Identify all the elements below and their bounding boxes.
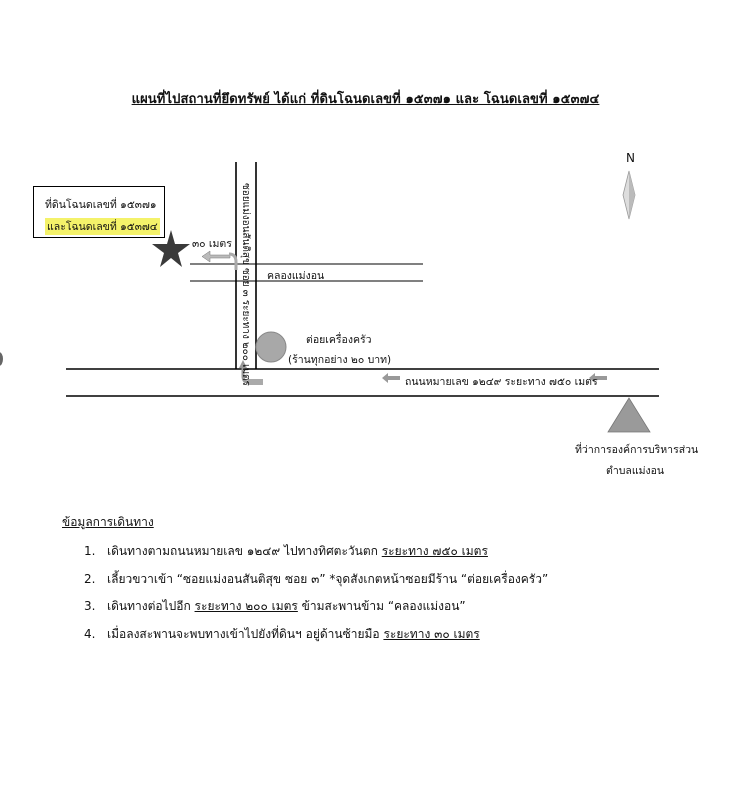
landmark-name: ต่อยเครื่องครัว: [306, 334, 372, 346]
page-title: แผนที่ไปสถานที่ยึดทรัพย์ ได้แก่ ที่ดินโฉนดเลขที่ ๑๕๓๗๑ และ โฉนดเลขที่ ๑๕๓๗๔: [131, 92, 600, 107]
deed-line-2: และโฉนดเลขที่ ๑๕๓๗๔: [45, 218, 160, 235]
deed-line-1: ที่ดินโฉนดเลขที่ ๑๕๓๗๑: [45, 199, 157, 211]
office-line-2: ตำบลแม่งอน: [606, 465, 665, 477]
direction-step: 3. เดินทางต่อไปอีก ระยะทาง ๒๐๐ เมตร ข้ามสะพานข้าม “คลองแม่งอน”: [84, 599, 466, 613]
direction-step: 4. เมื่อลงสะพานจะพบทางเข้าไปยังที่ดินฯ อยู่ด้านซ้ายมือ ระยะทาง ๓๐ เมตร: [84, 626, 480, 641]
north-label: N: [626, 151, 635, 165]
office-line-1: ที่ว่าการองค์การบริหารส่วน: [575, 444, 699, 456]
left-turn-arrow: [202, 251, 230, 262]
direction-step: 2. เลี้ยวขวาเข้า “ซอยแม่งอนสันติสุข ซอย ๓” *จุดสังเกตหน้าซอยมีร้าน “ต่อยเครื่องครัว”: [84, 571, 549, 586]
office-triangle-icon: [608, 398, 650, 432]
direction-step: 1. เดินทางตามถนนหมายเลข ๑๒๔๙ ไปทางทิศตะวันตก ระยะทาง ๗๕๐ เมตร: [84, 544, 488, 558]
canal-label: คลองแม่งอน: [267, 270, 325, 282]
directions-section: [62, 513, 549, 654]
highway-label: ถนนหมายเลข ๑๒๔๙ ระยะทาง ๗๕๐ เมตร: [405, 376, 598, 388]
landmark-circle: [256, 332, 286, 362]
soi-label: ซอยแม่งอนสันติสุข ซอย ๓ ระยะทาง ๒๐๐ เมตร: [240, 183, 251, 386]
landmark-note: (ร้านทุกอย่าง ๒๐ บาท): [288, 354, 392, 366]
distance-30m-label: ๓๐ เมตร: [192, 238, 232, 250]
highway-arrow-1: [382, 373, 400, 383]
directions-heading: ข้อมูลการเดินทาง: [62, 515, 154, 529]
